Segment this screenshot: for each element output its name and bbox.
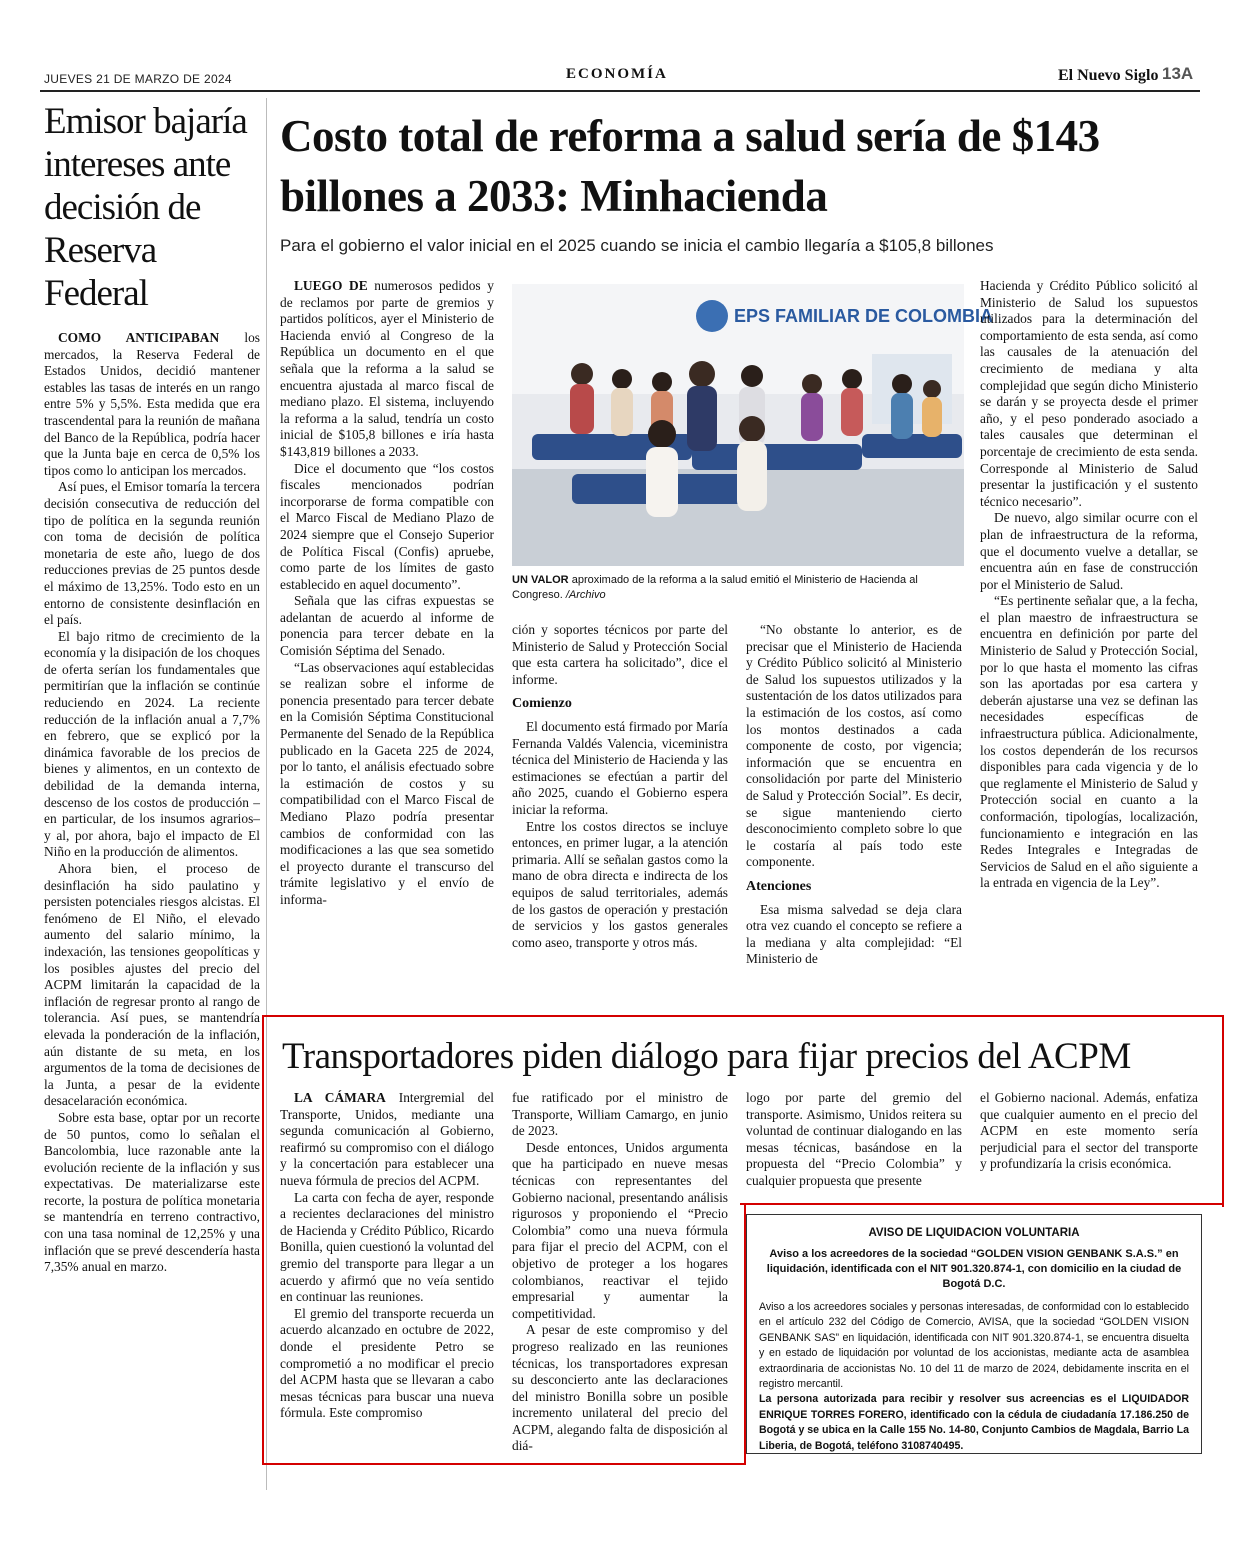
- main-article-paragraph: numerosos pedidos y de reclamos por parte de gremios y partidos políticos, ayer el Ministerio de Hacienda envió al Congreso de la República un documento en el que señala que la reforma a la salud se encuentra ajustada al marco fiscal de mediano plazo. El sistema, incluyendo la reforma a la salud, tendría un costo inicial de $105,8 billones e iría hasta $143,819 billones a 2033.: [280, 278, 494, 459]
- main-article-paragraph: Esa misma salvedad se deja clara otra vez cuando el concepto se refiere a la mediana y alta complejidad: “El Ministerio de: [746, 901, 962, 967]
- highlight-box-joint: [740, 1203, 1222, 1205]
- eps-sign: EPS FAMILIAR DE COLOMBIA: [734, 306, 994, 326]
- main-article-lead: LUEGO DE: [294, 278, 368, 293]
- main-article-paragraph: Dice el documento que “los costos fiscales mencionados podrían incorporarse de forma compatible con el Marco Fiscal de Mediano Plazo de 2024 siempre que el Consejo Superior de Política Fiscal (Confis) apruebe, como parte de los límites de gasto establecido en aquel documento”.: [280, 460, 494, 592]
- newspaper-logo: El Nuevo Siglo: [1058, 67, 1159, 84]
- article-photo: [512, 284, 994, 566]
- issue-date: JUEVES 21 DE MARZO DE 2024: [44, 72, 232, 86]
- section-name: ECONOMÍA: [566, 66, 668, 82]
- waiting-room-photo: [512, 284, 994, 566]
- caption-credit: /Archivo: [565, 589, 606, 601]
- left-article-body: [44, 330, 260, 1276]
- notice-body: [759, 1300, 1189, 1454]
- photo-caption: [512, 573, 964, 603]
- main-article-paragraph: “Las observaciones aquí establecidas se realizan sobre el informe de ponencia presentado para tercer debate en la Comisión Séptima Constitucional Permanente del Senado de la República publicado en la Gaceta 225 de 2024, por lo tanto, el análisis efectuado sobre la estimación de costos y su compatibilidad con el Marco Fiscal de Mediano Plazo podría presentar cambios de conformidad con las modificaciones a las que sea sometido el proyecto durante el transcurso del trámite legislativo y el envío de informa-: [280, 659, 494, 907]
- notice-paragraph: La persona autorizada para recibir y resolver sus acreencias es el LIQUIDADOR ENRIQUE TORRES FORERO, identificado con la cédula de ciudadanía 17.186.250 de Bogotá y se ubica en la Calle 155 No. 14-80, Conjunto Cambios de Magdala, Barrio La Liberia, de Bogotá, teléfono 3108740495.: [759, 1393, 1189, 1452]
- acpm-paragraph: fue ratificado por el ministro de Transporte, William Camargo, en junio de 2023.: [512, 1090, 728, 1139]
- acpm-paragraph: La carta con fecha de ayer, responde a recientes declaraciones del ministro de Hacienda y Crédito Público, Ricardo Bonilla, quien cuestionó la voluntad del gremio del transporte para llegar a un acuerdo y afirmó que no veía sentido en continuar las reuniones.: [280, 1189, 494, 1305]
- main-article-col1: [280, 278, 494, 909]
- acpm-col2: [512, 1090, 728, 1455]
- main-article-paragraph: “Es pertinente señalar que, a la fecha, el plan maestro de infraestructura se encuentra en definición por parte del Ministerio de Salud y Protección Social, por lo que hasta el momento las cifras son las aportadas por esa cartera y deberán ajustarse una vez se definan las necesidades específicas de infraestructura pública. Adicionalmente, los costos dependerán de los recursos disponibles para cada vigencia y de lo que reglamente el Ministerio de Salud y Protección social en cuanto a la conformación, tipologías, localización, funcionamiento e integración en las Redes Integrales e Integradas de Servicios de Salud en el año siguiente a la entrada en vigencia de la Ley”.: [980, 593, 1198, 891]
- notice-title: AVISO DE LIQUIDACION VOLUNTARIA: [868, 1227, 1080, 1239]
- acpm-col3: [746, 1090, 962, 1190]
- main-article-col2: [512, 622, 728, 951]
- caption-text: aproximado de la reforma a la salud emitió el Ministerio de Hacienda al Congreso.: [512, 574, 918, 601]
- left-article-lead: COMO ANTICIPABAN: [58, 330, 220, 345]
- main-article-col4: [980, 278, 1198, 892]
- left-article-title: Emisor bajaría intereses ante decisión de Reserva Federal: [44, 101, 247, 314]
- page-number: 13A: [1162, 64, 1194, 83]
- left-article-paragraph: Ahora bien, el proceso de desinflación ha sido paulatino y persisten potenciales riesgos alcistas. El fenómeno de El Niño, el elevado aumento del salario mínimo, la indexación, las tensiones geopolíticas y los posibles ajustes del precio del ACPM limitarán la capacidad de la inflación de regresar pronto al rango de tolerancia. Así pues, se mantendría elevada la ponderación de la inflación, aún distante de su meta, en los argumentos de la toma de decisiones de la Junta, a pesar de la evidente desacelaración económica.: [44, 861, 260, 1109]
- notice-subtitle: Aviso a los acreedores de la sociedad “GOLDEN VISION GENBANK S.A.S.” en liquidación, identificada con el NIT 901.320.874-1, con domicilio en la ciudad de Bogotá D.C.: [766, 1248, 1182, 1290]
- left-article-paragraph: El bajo ritmo de crecimiento de la economía y la disipación de los choques de oferta serían los fundamentales que permitirían que la inflación se continúe reduciendo en 2024. La reciente reducción de la inflación anual a 7,7% en febrero, que se explicó por la dinámica favorable de los precios de bienes y alimentos, en un contexto de debilidad de la demanda interna, descenso de los costos de producción –en particular, de los insumos agrarios– y al, por ahora, bajo el impacto de El Niño en la producción de alimentos.: [44, 628, 260, 860]
- main-article-col3: [746, 622, 962, 968]
- main-article-paragraph: Hacienda y Crédito Público solicitó al Ministerio de Salud los supuestos utilizados para la determinación del comportamiento de esta senda, así como las causales de la atenuación del crecimiento de mediana y alta complejidad que según dicho Ministerio se darán y se proyecta desde el primer año, y el peso ponderado asociado a tales causales que determinan el porcentaje de crecimiento de esta senda. Corresponde al Ministerio de Salud presentar la justificación y el sustento técnico necesario”.: [980, 278, 1198, 509]
- subhead-comienzo: Comienzo: [512, 696, 572, 712]
- left-article-paragraph: Sobre esta base, optar por un recorte de 50 puntos, como lo señalan el Bancolombia, luce razonable ante la evolución reciente de la inflación y sus expectativas. De materializarse este recorte, la postura de política monetaria se mantendría en terreno contractivo, con una tasa nominal de 12,25% y una inflación que se prevé descendería hasta 7,35% anual en marzo.: [44, 1109, 260, 1275]
- main-article-paragraph: Entre los costos directos se incluye entonces, en primer lugar, a la atención primaria. Allí se señalan gastos como la mano de obra directa e indirecta de los equipos de salud territoriales, además de los gastos de operación y prestación de servicios y los gastos generales como aseo, transporte y otros más.: [512, 818, 728, 950]
- acpm-paragraph: El gremio del transporte recuerda un acuerdo alcanzado en octubre de 2022, donde el presidente Petro se comprometió a no modificar el precio del ACPM hasta que se llevaran a cabo mesas técnicas para buscar una nueva fórmula. Este compromiso: [280, 1305, 494, 1421]
- main-article-title: Costo total de reforma a salud sería de $143 billones a 2033: Minhacienda: [280, 111, 1100, 221]
- acpm-paragraph: Intergremial del Transporte, Unidos, mediante una segunda comunicación al Gobierno, reafirmó su compromiso con el diálogo y la concertación para establecer una nueva fórmula de precios del ACPM.: [280, 1090, 495, 1188]
- acpm-col4: [980, 1090, 1198, 1173]
- main-article-paragraph: Señala que las cifras expuestas se adelantan de acuerdo al informe de ponencia para tercer debate en la Comisión Séptima del Senado.: [280, 593, 494, 659]
- acpm-article-title: Transportadores piden diálogo para fijar precios del ACPM: [282, 1036, 1131, 1077]
- main-article-paragraph: ción y soportes técnicos por parte del Ministerio de Salud y Protección Social que esta cartera ha solicitado”, dice el informe.: [512, 622, 728, 687]
- acpm-col1: [280, 1090, 494, 1422]
- left-article-paragraph: los mercados, la Reserva Federal de Estados Unidos, decidió mantener estables las tasas de interés en un rango entre 5% y 5,5%. Esta medida que era trascendental para la reunión de mañana del Banco de la República, podría hacer que la Junta baje en cerca de 0,5% los tipos como lo anticipan los mercados.: [44, 330, 260, 478]
- main-article-paragraph: El documento está firmado por María Fernanda Valdés Valencia, viceministra técnica del Ministerio de Hacienda y las estimaciones se efectúan a partir del año 2025, cuando el Gobierno espera iniciar la reforma.: [512, 718, 728, 817]
- caption-lead: UN VALOR: [512, 574, 569, 586]
- main-article-paragraph: “No obstante lo anterior, es de precisar que el Ministerio de Hacienda y Crédito Público solicitó al Ministerio de Salud los supuestos utilizados y la sustentación de los datos utilizados para la estimación de los costos, así como los montos destinados a cada componente de costo, por vigencia; información que se encuentra en consolidación por parte del Ministerio de Salud y Protección Social”. Es decir, se sigue manteniendo cierto desconocimiento completo sobre lo que le costaría al país todo este componente.: [746, 622, 962, 870]
- notice-paragraph: Aviso a los acreedores sociales y personas interesadas, de conformidad con lo establecido en el artículo 232 del Código de Comercio, AVISA, que la sociedad “GOLDEN VISION GENBANK SAS” en liquidación, identificada con NIT 901.320.874-1, se encuentra disuelta y en estado de liquidación por voluntad de los accionistas, mediante acta de asamblea extraordinaria de accionistas No. 10 del 11 de marzo de 2024, debidamente inscrita en el registro mercantil.: [759, 1301, 1189, 1391]
- header-rule: [40, 90, 1200, 92]
- main-article-paragraph: De nuevo, algo similar ocurre con el plan de infraestructura de la reforma, que el documento vuelve a detallar, se encuentra aún en fase de construcción por el Ministerio de Salud.: [980, 510, 1198, 592]
- left-article-paragraph: Así pues, el Emisor tomaría la tercera decisión consecutiva de reducción del tipo de política en la segunda reunión con toma de decisión de política monetaria de este año, luego de dos reducciones previas de 25 puntos desde el máximo de 13,25%. Todo esto en un entorno de consistente desinflación en el país.: [44, 479, 260, 628]
- acpm-paragraph: el Gobierno nacional. Además, enfatiza que cualquier aumento en el precio del ACPM en este momento sería perjudicial para el sector del transporte y profundizaría la crisis económica.: [980, 1090, 1198, 1172]
- acpm-paragraph: Desde entonces, Unidos argumenta que ha participado en nueve mesas técnicas con representantes del Gobierno nacional, presentando análisis rigurosos y proponiendo el “Precio Colombia” como una nueva fórmula para fijar el precio del ACPM, con el objetivo de proteger a los hogares colombianos, reactivar el tejido empresarial y aumentar la competitividad.: [512, 1139, 728, 1321]
- acpm-lead: LA CÁMARA: [294, 1090, 386, 1105]
- acpm-paragraph: logo por parte del gremio del transporte. Asimismo, Unidos reitera su voluntad de continuar dialogando en las mesas técnicas, basándose en la propuesta del “Precio Colombia” y cualquier propuesta que presente: [746, 1090, 962, 1188]
- main-article-subtitle: Para el gobierno el valor inicial en el 2025 cuando se inicia el cambio llegaría a $105,8 billones: [280, 236, 994, 255]
- subhead-atenciones: Atenciones: [746, 878, 812, 894]
- acpm-paragraph: A pesar de este compromiso y del progreso realizado en las reuniones técnicas, los transportadores expresan su desconcierto ante las declaraciones del ministro Bonilla sobre un posible incremento unilateral del precio del ACPM, alegando falta de disposición al diá-: [512, 1322, 728, 1454]
- liquidation-notice: [746, 1214, 1202, 1454]
